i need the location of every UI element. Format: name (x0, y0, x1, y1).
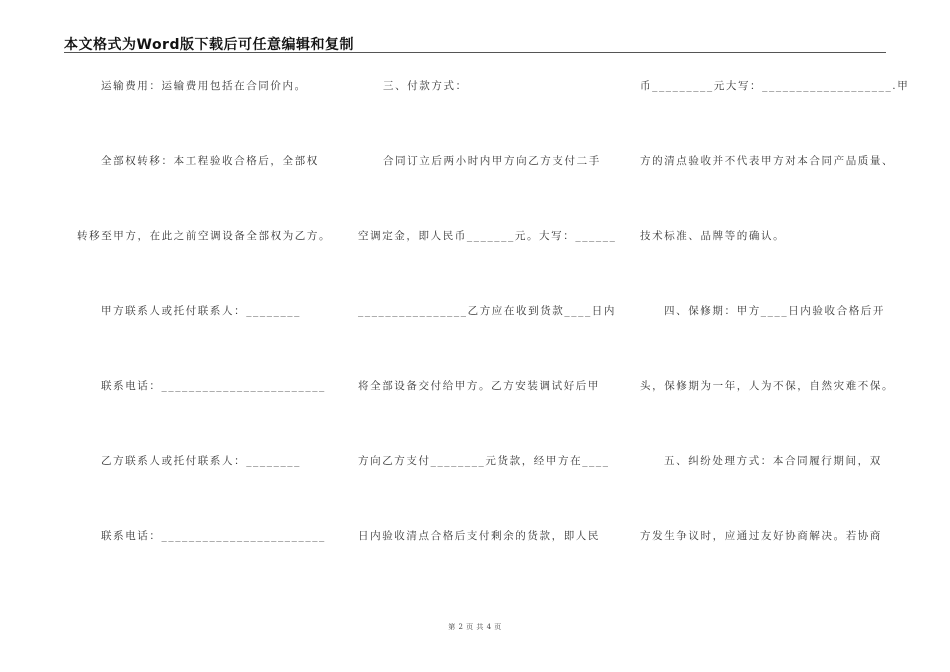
text-line: 空调定金，即人民币_______元。大写：______ (358, 230, 617, 242)
text-line: 币_________元大写：___________________.甲 (640, 80, 910, 92)
text-line: 三、付款方式： (383, 80, 468, 92)
page-number: 第 2 页 共 4 页 (448, 623, 502, 631)
text-line: ________________乙方应在收到货款____日内 (358, 305, 616, 317)
text-line: 四、保修期：甲方____日内验收合格后开 (664, 305, 885, 317)
text-line: 联系电话：________________________ (101, 530, 326, 542)
text-line: 将全部设备交付给甲方。乙方安装调试好后甲 (358, 380, 600, 392)
text-line: 五、纠纷处理方式：本合同履行期间，双 (664, 455, 882, 467)
document-header: 本文格式为Word版下载后可任意编辑和复制 (64, 37, 354, 53)
text-line: 方向乙方支付________元货款，经甲方在____ (358, 455, 610, 467)
text-line: 合同订立后两小时内甲方向乙方支付二手 (383, 155, 601, 167)
text-line: 转移至甲方，在此之前空调设备全部权为乙方。 (77, 230, 332, 242)
text-line: 全部权转移：本工程验收合格后，全部权 (101, 155, 319, 167)
text-line: 甲方联系人或托付联系人：________ (101, 305, 301, 317)
header-rule (64, 52, 886, 53)
text-line: 运输费用：运输费用包括在合同价内。 (101, 80, 307, 92)
text-line: 方发生争议时，应通过友好协商解决。若协商 (640, 530, 882, 542)
text-line: 乙方联系人或托付联系人：________ (101, 455, 301, 467)
text-line: 头，保修期为一年，人为不保，自然灾难不保。 (640, 380, 895, 392)
text-line: 技术标准、品牌等的确认。 (640, 230, 786, 242)
text-line: 联系电话：________________________ (101, 380, 326, 392)
text-line: 日内验收清点合格后支付剩余的货款，即人民 (358, 530, 600, 542)
text-line: 方的清点验收并不代表甲方对本合同产品质量、 (640, 155, 895, 167)
